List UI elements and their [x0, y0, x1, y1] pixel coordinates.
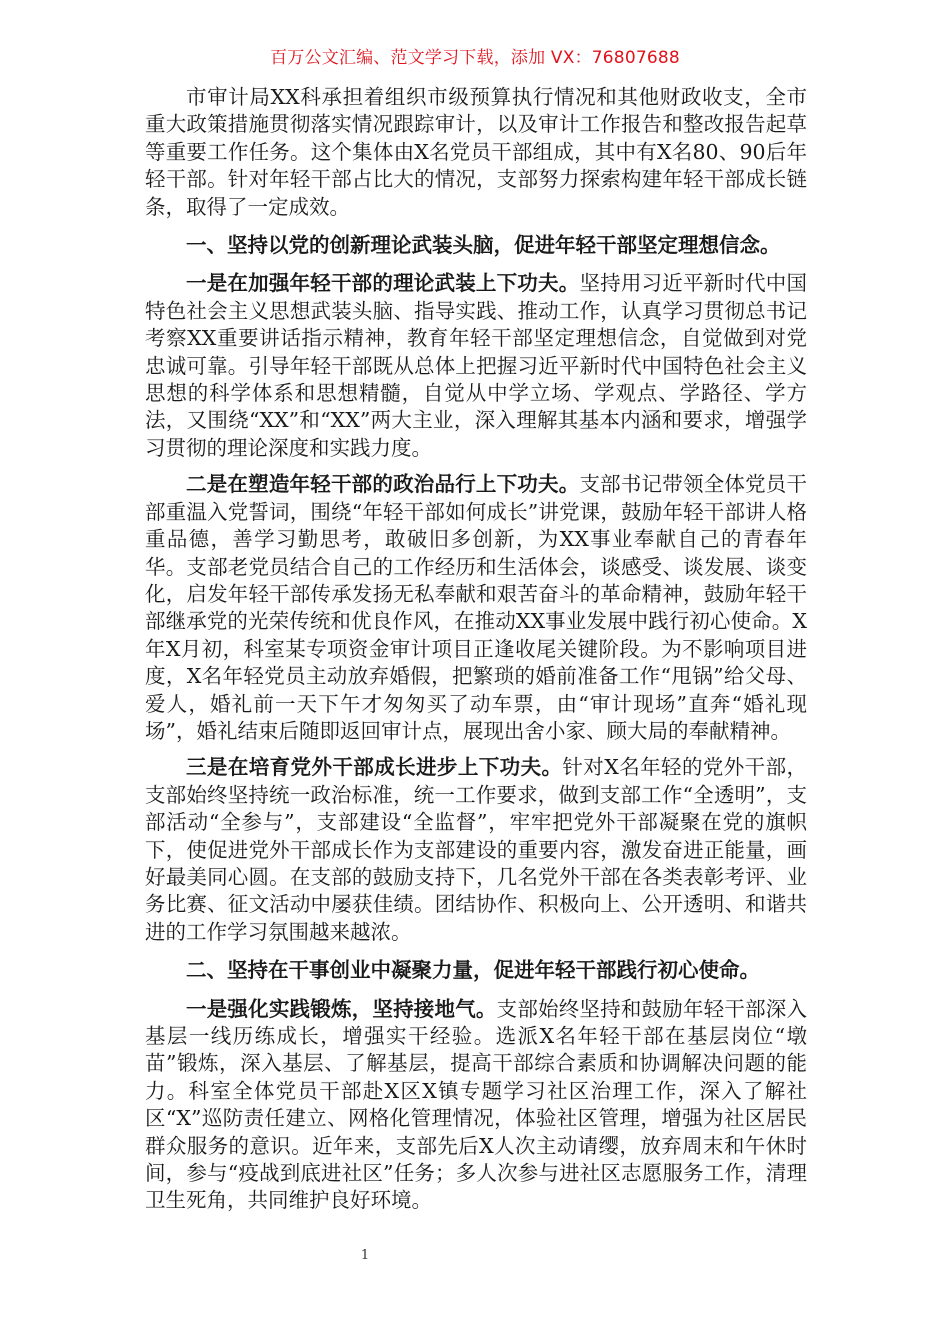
section-2-paragraph-1 [145, 996, 807, 1215]
paragraph-body: 支部书记带领全体党员干部重温入党誓词，围绕“年轻干部如何成长”讲党课，鼓励年轻干部讲人格重品德，善学习勤思考，敢破旧多创新，为XX事业奉献自己的青春年华。支部老党员结合自己的工作经历和生活体会，谈感受、谈发展、谈变化，启发年轻干部传承发扬无私奉献和艰苦奋斗的革命精神，鼓励年轻干部继承党的光荣传统和优良作风，在推动XX事业发展中践行初心使命。X年X月初，科室某专项资金审计项目正逢收尾关键阶段。为不影响项目进度，X名年轻党员主动放弃婚假，把繁琐的婚前准备工作“甩锅”给父母、爱人，婚礼前一天下午才匆匆买了动车票，由“审计现场”直奔“婚礼现场”，婚礼结束后随即返回审计点，展现出舍小家、顾大局的奉献精神。 [145, 472, 808, 743]
watermark-banner: 百万公文汇编、范文学习下载，添加 VX：76807688 [270, 48, 680, 68]
page-number: 1 [360, 1248, 370, 1263]
paragraph-body: 坚持用习近平新时代中国特色社会主义思想武装头脑、指导实践、推动工作，认真学习贯彻总书记考察XX重要讲话指示精神，教育年轻干部坚定理想信念，自觉做到对党忠诚可靠。引导年轻干部既从总体上把握习近平新时代中国特色社会主义思想的科学体系和思想精髓，自觉从中学立场、学观点、学路径、学方法，又围绕“XX”和“XX”两大主业，深入理解其基本内涵和要求，增强学习贯彻的理论深度和实践力度。 [145, 271, 808, 460]
section-1-paragraph-3 [145, 754, 807, 946]
section-1-paragraph-2 [145, 471, 807, 745]
paragraph-lead: 一是在加强年轻干部的理论武装上下功夫。 [186, 271, 580, 296]
section-heading-1: 一、坚持以党的创新理论武装头脑，促进年轻干部坚定理想信念。 [186, 233, 781, 258]
intro-paragraph: 市审计局XX科承担着组织市级预算执行情况和其他财政收支，全市重大政策措施贯彻落实情况跟踪审计，以及审计工作报告和整改报告起草等重要工作任务。这个集体由X名党员干部组成，其中有X名80、90后年轻干部。针对年轻干部占比大的情况，支部努力探索构建年轻干部成长链条，取得了一定成效。 [145, 85, 807, 219]
paragraph-lead: 一是强化实践锻炼，坚持接地气。 [186, 996, 497, 1021]
section-heading-2: 二、坚持在干事创业中凝聚力量，促进年轻干部践行初心使命。 [186, 958, 760, 983]
paragraph-body: 支部始终坚持和鼓励年轻干部深入基层一线历练成长，增强实干经验。选派X名年轻干部在基层岗位“墩苗”锻炼，深入基层、了解基层，提高干部综合素质和协调解决问题的能力。科室全体党员干部赴X区X镇专题学习社区治理工作，深入了解社区“X”巡防责任建立、网格化管理情况，体验社区管理，增强为社区居民群众服务的意识。近年来，支部先后X人次主动请缨，放弃周末和午休时间，参与“疫战到底进社区”任务；多人次参与进社区志愿服务工作，清理卫生死角，共同维护良好环境。 [145, 996, 808, 1213]
paragraph-lead: 三是在培育党外干部成长进步上下功夫。 [186, 755, 563, 780]
paragraph-body: 针对X名年轻的党外干部，支部始终坚持统一政治标准，统一工作要求，做到支部工作“全透明”，支部活动“全参与”，支部建设“全监督”，牢牢把党外干部凝聚在党的旗帜下，使促进党外干部成长作为支部建设的重要内容，激发奋进正能量，画好最美同心圆。在支部的鼓励支持下，几名党外干部在各类表彰考评、业务比赛、征文活动中屡获佳绩。团结协作、积极向上、公开透明、和谐共进的工作学习氛围越来越浓。 [145, 755, 808, 944]
document-body [145, 84, 807, 1215]
section-1-paragraph-1 [145, 270, 807, 462]
paragraph-lead: 二是在塑造年轻干部的政治品行上下功夫。 [186, 472, 580, 497]
